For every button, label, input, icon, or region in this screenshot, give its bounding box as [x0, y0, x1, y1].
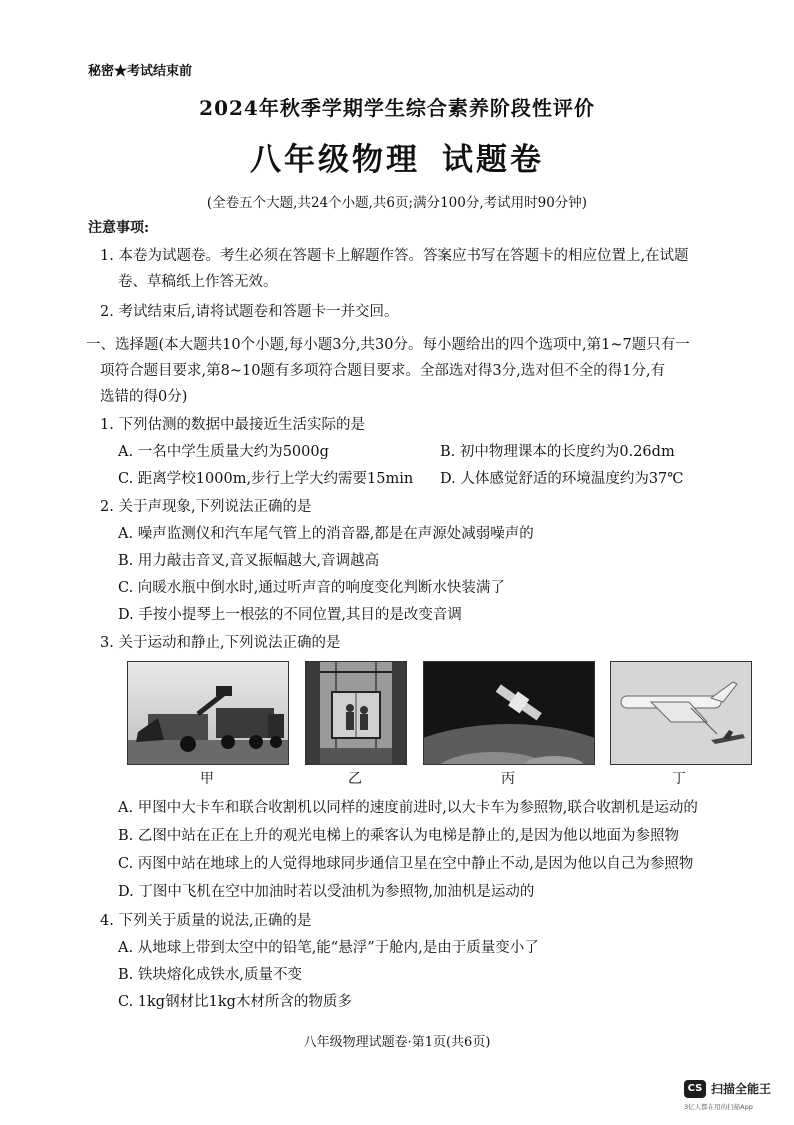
option-d: D. 手按小提琴上一根弦的不同位置,其目的是改变音调	[118, 607, 462, 623]
exam-info: (全卷五个大题,共24个小题,共6页;满分100分,考试用时90分钟)	[206, 195, 588, 211]
secret-label: 秘密★考试结束前	[88, 64, 193, 79]
caption-jia: 甲	[200, 771, 214, 787]
photo-truck-harvester	[127, 661, 289, 765]
notice-item: 2. 考试结束后,请将试题卷和答题卡一并交回。	[100, 304, 399, 320]
camscanner-name: 扫描全能王	[711, 1082, 772, 1096]
question-stem: 3. 关于运动和静止,下列说法正确的是	[100, 635, 341, 651]
camscanner-tagline: 3亿人都在用的扫描App	[684, 1103, 753, 1111]
paper-label: 试题卷	[442, 142, 544, 178]
notice-item: 卷、草稿纸上作答无效。	[118, 274, 278, 290]
page-footer: 八年级物理试题卷·第1页(共6页)	[303, 1035, 491, 1050]
option-d: D. 丁图中飞机在空中加油时若以受油机为参照物,加油机是运动的	[118, 884, 535, 900]
option-c: C. 1kg钢材比1kg木材所含的物质多	[118, 994, 352, 1010]
subject-label: 八年级物理	[250, 142, 420, 178]
paper-title	[0, 134, 794, 179]
notice-item: 1. 本卷为试题卷。考生必须在答题卡上解题作答。答案应书写在答题卡的相应位置上,在试题	[100, 248, 689, 264]
photo-elevator	[305, 661, 407, 765]
question-stem: 2. 关于声现象,下列说法正确的是	[100, 499, 312, 515]
notice-heading: 注意事项:	[88, 220, 150, 236]
option-c: C. 距离学校1000m,步行上学大约需要15min	[118, 471, 414, 487]
option-a: A. 甲图中大卡车和联合收割机以同样的速度前进时,以大卡车为参照物,联合收割机是运动的	[118, 800, 698, 816]
option-c: C. 向暖水瓶中倒水时,通过听声音的响度变化判断水快装满了	[118, 580, 505, 596]
option-c: C. 丙图中站在地球上的人觉得地球同步通信卫星在空中静止不动,是因为他以自己为参照物	[118, 856, 694, 872]
section-text: 项符合题目要求,第8~10题有多项符合题目要求。全部选对得3分,选对但不全的得1分,有	[100, 363, 666, 379]
option-b: B. 乙图中站在正在上升的观光电梯上的乘客认为电梯是静止的,是因为他以地面为参照物	[118, 828, 679, 844]
option-a: A. 一名中学生质量大约为5000g	[118, 444, 329, 460]
option-b: B. 用力敲击音叉,音叉振幅越大,音调越高	[118, 553, 380, 569]
option-a: A. 从地球上带到太空中的铅笔,能“悬浮”于舱内,是由于质量变小了	[118, 940, 539, 956]
caption-yi: 乙	[348, 771, 362, 787]
caption-bing: 丙	[501, 771, 515, 787]
option-d: D. 人体感觉舒适的环境温度约为37℃	[440, 471, 684, 487]
camscanner-logo: CS	[684, 1080, 706, 1098]
question-stem: 4. 下列关于质量的说法,正确的是	[100, 913, 312, 929]
option-b: B. 初中物理课本的长度约为0.26dm	[440, 444, 675, 460]
exam-title: 2024年秋季学期学生综合素养阶段性评价	[199, 96, 595, 120]
option-b: B. 铁块熔化成铁水,质量不变	[118, 967, 302, 983]
section-text: 选错的得0分)	[100, 389, 188, 405]
photo-aerial-refuel	[610, 661, 752, 765]
caption-ding: 丁	[672, 771, 686, 787]
option-a: A. 噪声监测仪和汽车尾气管上的消音器,都是在声源处减弱噪声的	[118, 526, 534, 542]
photo-satellite	[423, 661, 595, 765]
question-stem: 1. 下列估测的数据中最接近生活实际的是	[100, 417, 365, 433]
section-heading: 一、选择题(本大题共10个小题,每小题3分,共30分。每小题给出的四个选项中,第1~7题只有一	[86, 337, 690, 353]
